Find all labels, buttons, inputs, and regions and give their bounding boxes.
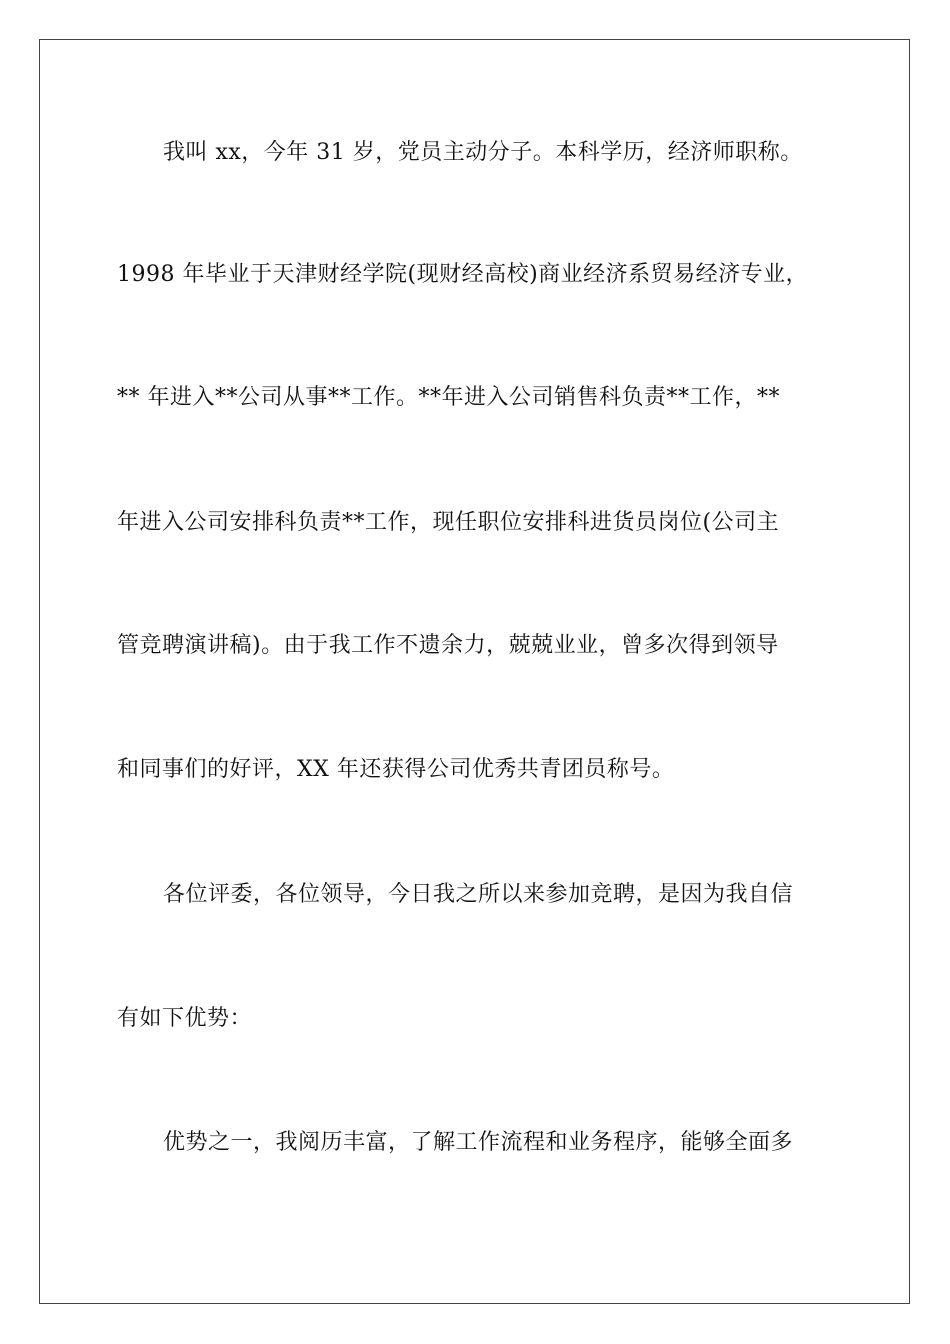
paragraph-1-line-6: 和同事们的好评，XX 年还获得公司优秀共青团员称号。 [117,757,675,782]
paragraph-1-line-1: 我叫 xx，今年 31 岁，党员主动分子。本科学历，经济师职称。 [163,140,803,165]
paragraph-1-line-5: 管竞聘演讲稿)。由于我工作不遗余力，兢兢业业，曾多次得到领导 [117,633,779,658]
page-frame [39,39,910,1304]
paragraph-2-line-1: 各位评委，各位领导，今日我之所以来参加竞聘，是因为我自信 [163,882,794,907]
paragraph-1-line-4: 年进入公司安排科负责**工作，现任职位安排科进货员岗位(公司主 [117,510,780,535]
paragraph-2-line-2: 有如下优势： [117,1006,253,1031]
paragraph-1-line-2: 1998 年毕业于天津财经学院(现财经高校)商业经济系贸易经济专业， [117,262,809,287]
paragraph-1-line-3: ** 年进入**公司从事**工作。**年进入公司销售科负责**工作，** [117,385,780,410]
paragraph-3-line-1: 优势之一，我阅历丰富，了解工作流程和业务程序，能够全面多 [163,1130,794,1155]
